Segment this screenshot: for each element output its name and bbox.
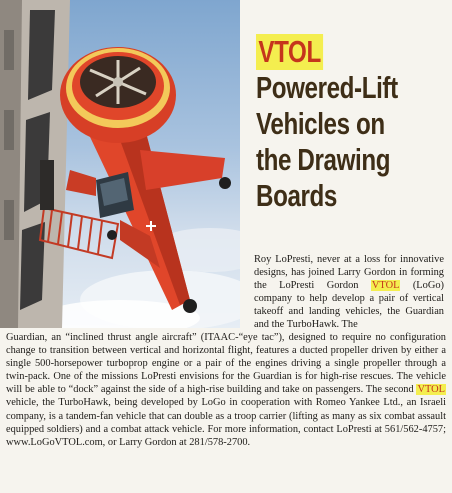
aircraft-rendering xyxy=(0,0,240,328)
paragraph-1-start: Roy LoPresti, never at a loss for innovative designs, has joined Larry Gordon in forming the LoPresti Gordon xyxy=(254,254,444,292)
vtol-highlight: VTOL xyxy=(371,280,400,292)
article-headline xyxy=(256,34,443,214)
paragraph-2-start: second xyxy=(384,384,417,396)
paragraph-2: vehicle, the TurboHawk, being developed by LoGo in cooperation with Romeo Yankee Ltd., an Israeli company, is a tandem-fan vehicle that can double as a troop carrier (lifting as many as six combat assault equipped soldiers) and a combat attack vehicle. For more information, contact LoPresti at 561/562-4757; www.LoGoVTOL.com, or Larry Gordon at 281/578-2700. xyxy=(6,397,446,448)
headline-line-2: Powered-Lift xyxy=(256,70,398,105)
paragraph-1-end: Guardian, an “inclined thrust angle aircraft” (ITAAC-“eye tac”), designed to require no configuration change to transition between vertical and horizontal flight, features a ducted propeller driven by either a single 500-horsepower turboprop engine or a pair of the engines driving a single propeller through a twin-pack. One of the missions LoPresti envisions for the Guardian is for high-rise rescues. The vehicle will be able to “dock” against the side of a high-rise building and take on passengers. The xyxy=(6,332,446,396)
paragraph-1-continued: (LoGo) company to help develop a pair of vertical takeoff and landing vehicles, the Guardian and the TurboHawk. The xyxy=(254,280,444,331)
guardian-illustration xyxy=(0,0,240,328)
headline-line-3: Vehicles on xyxy=(256,106,385,141)
article-body-full xyxy=(6,331,446,449)
headline-line-4: the Drawing xyxy=(256,142,391,177)
vtol-highlight-2: VTOL xyxy=(417,384,445,396)
headline-line-5: Boards xyxy=(256,178,337,213)
article-body-column xyxy=(254,253,444,332)
headline-vtol: VTOL xyxy=(256,34,323,70)
